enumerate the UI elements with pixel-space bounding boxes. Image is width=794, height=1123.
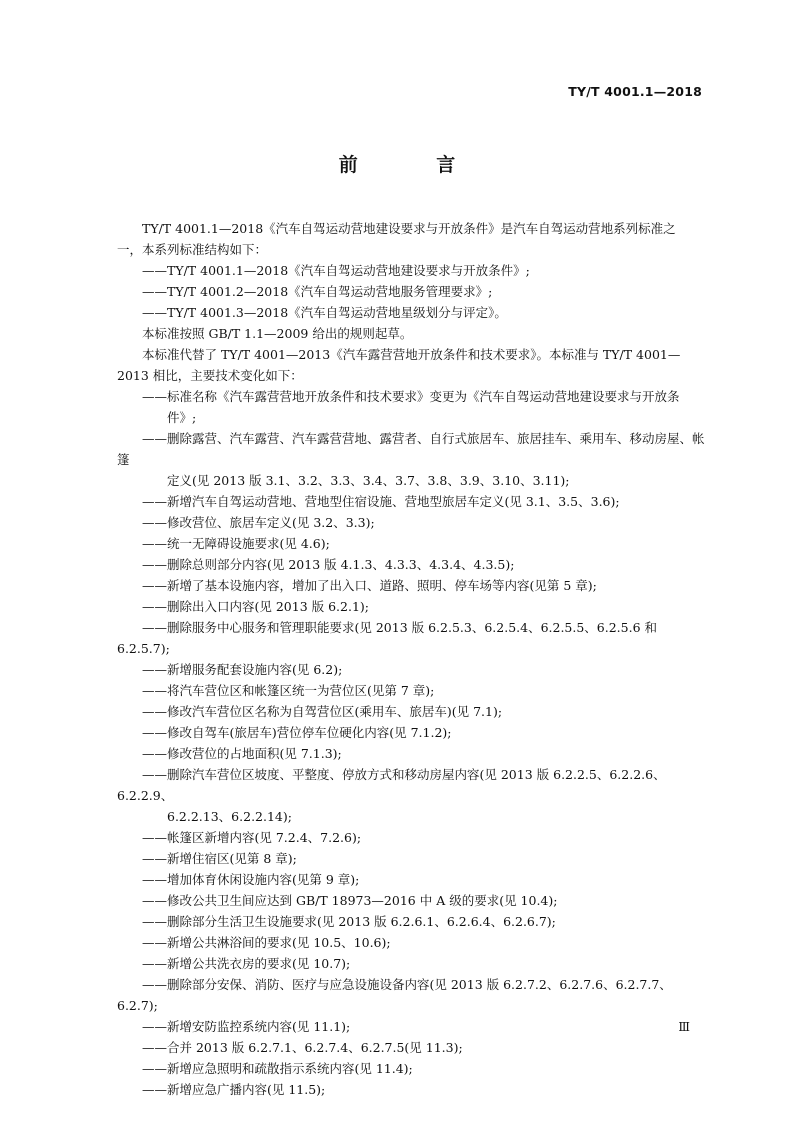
drafting-rule: 本标准按照 GB/T 1.1—2009 给出的规则起草。 [142, 326, 413, 341]
change-item-continuation: 件》; [167, 410, 197, 425]
change-item-line: ——新增公共淋浴间的要求(见 10.5、10.6); [142, 935, 391, 950]
change-item [117, 953, 705, 974]
change-item [117, 533, 705, 554]
change-item [117, 974, 705, 1016]
change-item [117, 596, 705, 617]
change-item [117, 491, 705, 512]
change-item [117, 1037, 705, 1058]
series-item: ——TY/T 4001.3—2018《汽车自驾运动营地星级划分与评定》。 [142, 305, 507, 320]
change-item-line: ——新增应急广播内容(见 11.5); [142, 1082, 326, 1097]
change-item-line: ——标准名称《汽车露营营地开放条件和技术要求》变更为《汽车自驾运动营地建设要求与开放条 [142, 389, 680, 404]
change-item-line: ——删除露营、汽车露营、汽车露营营地、露营者、自行式旅居车、旅居挂车、乘用车、移动房屋、帐篷 [117, 431, 705, 467]
change-item [117, 512, 705, 533]
page-title: 前 言 [338, 154, 492, 176]
standard-code: TY/T 4001.1—2018 [568, 84, 702, 99]
series-item: ——TY/T 4001.1—2018《汽车自驾运动营地建设要求与开放条件》; [142, 263, 530, 278]
change-item-line: ——删除服务中心服务和管理职能要求(见 2013 版 6.2.5.3、6.2.5.4、6.2.5.5、6.2.5.6 和 6.2.5.7); [117, 620, 658, 656]
change-item-line: ——修改公共卫生间应达到 GB/T 18973—2016 中 A 级的要求(见 10.4); [142, 893, 558, 908]
change-item [117, 554, 705, 575]
change-item-line: ——删除部分生活卫生设施要求(见 2013 版 6.2.6.1、6.2.6.4、6.2.6.7); [142, 914, 556, 929]
change-item [117, 659, 705, 680]
change-item [117, 575, 705, 596]
change-item-continuation: 定义(见 2013 版 3.1、3.2、3.3、3.4、3.7、3.8、3.9、3.10、3.11); [167, 473, 570, 488]
change-item-line: ——新增应急照明和疏散指示系统内容(见 11.4); [142, 1061, 413, 1076]
change-item [117, 848, 705, 869]
intro-line-2: 一，本系列标准结构如下： [117, 242, 268, 257]
intro-paragraph [117, 218, 705, 260]
change-item-line: ——新增服务配套设施内容(见 6.2); [142, 662, 343, 677]
change-item-line: ——删除总则部分内容(见 2013 版 4.1.3、4.3.3、4.3.4、4.3.5); [142, 557, 515, 572]
change-item-line: ——修改营位、旅居车定义(见 3.2、3.3); [142, 515, 375, 530]
page-number: Ⅲ [678, 1020, 690, 1034]
changes-list [117, 386, 705, 1100]
change-item [117, 743, 705, 764]
change-item-line: ——合并 2013 版 6.2.7.1、6.2.7.4、6.2.7.5(见 11.3); [142, 1040, 463, 1055]
change-item [117, 701, 705, 722]
change-item-line: ——统一无障碍设施要求(见 4.6); [142, 536, 330, 551]
foreword-body [117, 218, 705, 1100]
change-item [117, 1058, 705, 1079]
change-item-line: ——修改营位的占地面积(见 7.1.3); [142, 746, 342, 761]
change-item [117, 680, 705, 701]
change-item [117, 1079, 705, 1100]
change-item-line: ——新增了基本设施内容，增加了出入口、道路、照明、停车场等内容(见第 5 章); [142, 578, 597, 593]
change-item [117, 617, 705, 659]
change-item [117, 911, 705, 932]
change-item-line: ——新增安防监控系统内容(见 11.1); [142, 1019, 351, 1034]
change-item [117, 386, 705, 428]
replace-paragraph [117, 344, 705, 386]
change-item-line: ——删除部分安保、消防、医疗与应急设施设备内容(见 2013 版 6.2.7.2、6.2.7.6、6.2.7.7、6.2.7); [117, 977, 672, 1013]
change-item [117, 764, 705, 827]
change-item-line: ——新增住宿区(见第 8 章); [142, 851, 297, 866]
change-item-continuation: 6.2.2.13、6.2.2.14); [167, 809, 292, 824]
change-item-line: ——修改自驾车(旅居车)营位停车位硬化内容(见 7.1.2); [142, 725, 452, 740]
change-item-line: ——将汽车营位区和帐篷区统一为营位区(见第 7 章); [142, 683, 435, 698]
change-item [117, 890, 705, 911]
change-item-line: ——修改汽车营位区名称为自驾营位区(乘用车、旅居车)(见 7.1); [142, 704, 503, 719]
replace-line-1: 本标准代替了 TY/T 4001—2013《汽车露营营地开放条件和技术要求》。本标准与 TY/T 4001— [142, 347, 681, 362]
change-item-line: ——删除汽车营位区坡度、平整度、停放方式和移动房屋内容(见 2013 版 6.2.2.5、6.2.2.6、6.2.2.9、 [117, 767, 666, 803]
change-item [117, 827, 705, 848]
change-item-line: ——删除出入口内容(见 2013 版 6.2.1); [142, 599, 370, 614]
change-item-line: ——帐篷区新增内容(见 7.2.4、7.2.6); [142, 830, 362, 845]
change-item-line: ——增加体育休闲设施内容(见第 9 章); [142, 872, 360, 887]
change-item [117, 1016, 705, 1037]
series-item: ——TY/T 4001.2—2018《汽车自驾运动营地服务管理要求》; [142, 284, 493, 299]
change-item [117, 722, 705, 743]
replace-line-2: 2013 相比，主要技术变化如下： [117, 368, 303, 383]
change-item [117, 869, 705, 890]
change-item-line: ——新增公共洗衣房的要求(见 10.7); [142, 956, 351, 971]
change-item [117, 428, 705, 491]
intro-line-1: TY/T 4001.1—2018《汽车自驾运动营地建设要求与开放条件》是汽车自驾运动营地系列标准之 [142, 221, 676, 236]
change-item [117, 932, 705, 953]
change-item-line: ——新增汽车自驾运动营地、营地型住宿设施、营地型旅居车定义(见 3.1、3.5、3.6); [142, 494, 620, 509]
